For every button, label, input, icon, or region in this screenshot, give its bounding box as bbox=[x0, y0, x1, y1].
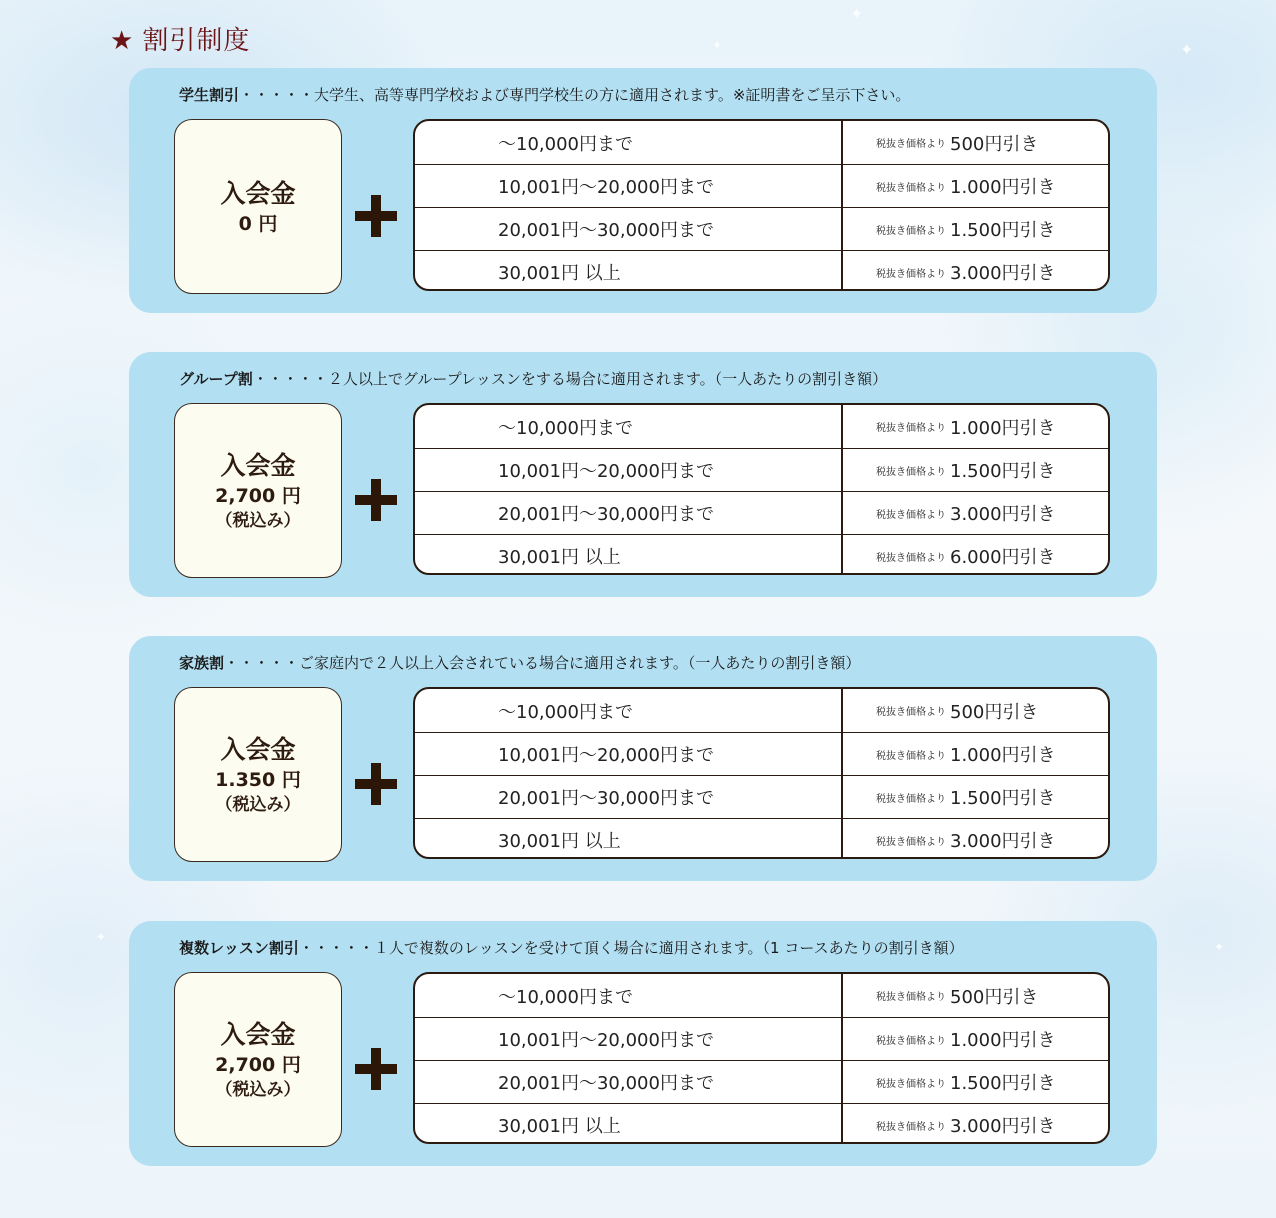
tier-discount-prefix: 税抜き価格より bbox=[876, 268, 946, 280]
tier-discount bbox=[843, 251, 1108, 291]
discount-tier-table bbox=[413, 687, 1110, 859]
tier-discount-prefix: 税抜き価格より bbox=[876, 182, 946, 194]
tier-discount-prefix: 税抜き価格より bbox=[876, 423, 946, 434]
tier-discount bbox=[843, 535, 1108, 575]
entry-fee-amount: 0 円 bbox=[238, 212, 278, 235]
sparkle-icon: ✦ bbox=[1214, 940, 1225, 954]
discount-panel-multi-lesson bbox=[129, 921, 1157, 1166]
tier-range: 〜10,000円まで bbox=[415, 405, 843, 448]
entry-fee-amount: 2,700 円 bbox=[215, 484, 301, 507]
tier-discount bbox=[843, 405, 1108, 448]
tier-discount-amount: 3.000円引き bbox=[950, 831, 1056, 852]
entry-fee-note: （税込み） bbox=[215, 510, 301, 531]
tier-range: 10,001円〜20,000円まで bbox=[415, 1018, 843, 1060]
tier-discount-prefix: 税抜き価格より bbox=[876, 1121, 946, 1133]
sparkle-icon: ✦ bbox=[712, 38, 723, 52]
tier-range: 30,001円 以上 bbox=[415, 535, 843, 575]
discount-tier-row bbox=[415, 448, 1108, 491]
tier-range: 20,001円〜30,000円まで bbox=[415, 776, 843, 818]
entry-fee-label: 入会金 bbox=[220, 734, 296, 764]
tier-discount bbox=[843, 733, 1108, 775]
entry-fee-note: （税込み） bbox=[215, 794, 301, 815]
tier-discount-prefix: 税抜き価格より bbox=[876, 793, 946, 805]
discount-description bbox=[179, 84, 910, 105]
tier-discount-amount: 1.000円引き bbox=[950, 745, 1056, 766]
discount-description-text: ・・・・・１人で複数のレッスンを受けて頂く場合に適用されます。（1 コースあたりの割引き額） bbox=[298, 939, 964, 957]
tier-discount bbox=[843, 449, 1108, 491]
tier-discount-amount: 1.000円引き bbox=[950, 1030, 1056, 1051]
entry-fee-box bbox=[174, 403, 342, 578]
tier-discount bbox=[843, 1061, 1108, 1103]
tier-range: 〜10,000円まで bbox=[415, 121, 843, 164]
discount-tier-table bbox=[413, 972, 1110, 1144]
tier-discount bbox=[843, 1018, 1108, 1060]
tier-discount bbox=[843, 121, 1108, 164]
discount-tier-row bbox=[415, 818, 1108, 859]
tier-discount-prefix: 税抜き価格より bbox=[876, 552, 946, 564]
discount-category: 家族割 bbox=[179, 654, 225, 672]
discount-description bbox=[179, 937, 964, 958]
entry-fee-box bbox=[174, 119, 342, 294]
tier-range: 30,001円 以上 bbox=[415, 819, 843, 859]
tier-discount-amount: 500円引き bbox=[950, 986, 1039, 1008]
plus-icon bbox=[355, 195, 397, 237]
entry-fee-box bbox=[174, 972, 342, 1147]
tier-range: 20,001円〜30,000円まで bbox=[415, 492, 843, 534]
discount-tier-row bbox=[415, 405, 1108, 448]
discount-tier-row bbox=[415, 534, 1108, 575]
discount-tier-row bbox=[415, 207, 1108, 250]
tier-range: 30,001円 以上 bbox=[415, 251, 843, 291]
discount-tier-row bbox=[415, 1060, 1108, 1103]
star-icon: ★ bbox=[110, 26, 135, 56]
entry-fee-label: 入会金 bbox=[220, 178, 296, 208]
page-title-text: 割引制度 bbox=[142, 26, 251, 56]
discount-panel-student bbox=[129, 68, 1157, 313]
tier-range: 10,001円〜20,000円まで bbox=[415, 449, 843, 491]
tier-discount-prefix: 税抜き価格より bbox=[876, 509, 946, 521]
discount-tier-row bbox=[415, 689, 1108, 732]
tier-discount bbox=[843, 689, 1108, 732]
tier-discount bbox=[843, 776, 1108, 818]
entry-fee-amount: 1.350 円 bbox=[215, 768, 301, 791]
tier-discount-amount: 1.000円引き bbox=[950, 417, 1056, 439]
plus-icon bbox=[355, 763, 397, 805]
tier-discount-prefix: 税抜き価格より bbox=[876, 466, 946, 478]
tier-range: 10,001円〜20,000円まで bbox=[415, 733, 843, 775]
discount-description bbox=[179, 368, 887, 389]
sparkle-icon: ✦ bbox=[850, 4, 864, 23]
discount-tier-row bbox=[415, 164, 1108, 207]
discount-tier-row bbox=[415, 1017, 1108, 1060]
tier-discount-amount: 6.000円引き bbox=[950, 547, 1056, 568]
tier-discount bbox=[843, 1104, 1108, 1144]
tier-range: 〜10,000円まで bbox=[415, 974, 843, 1017]
discount-panel-group bbox=[129, 352, 1157, 597]
tier-discount-amount: 1.500円引き bbox=[950, 220, 1056, 241]
discount-tier-row bbox=[415, 250, 1108, 291]
discount-tier-row bbox=[415, 121, 1108, 164]
tier-discount-amount: 3.000円引き bbox=[950, 1116, 1056, 1137]
discount-category: グループ割 bbox=[179, 370, 253, 388]
tier-range: 10,001円〜20,000円まで bbox=[415, 165, 843, 207]
discount-tier-row bbox=[415, 491, 1108, 534]
tier-discount-prefix: 税抜き価格より bbox=[876, 836, 946, 848]
discount-tier-row bbox=[415, 1103, 1108, 1144]
tier-discount-amount: 1.500円引き bbox=[950, 788, 1056, 809]
discount-category: 複数レッスン割引 bbox=[179, 939, 299, 957]
discount-panel-family bbox=[129, 636, 1157, 881]
discount-description-text: ・・・・・２人以上でグループレッスンをする場合に適用されます。（一人あたりの割引き額） bbox=[252, 370, 888, 388]
tier-discount-amount: 3.000円引き bbox=[950, 263, 1056, 284]
discount-tier-row bbox=[415, 775, 1108, 818]
tier-discount-prefix: 税抜き価格より bbox=[876, 707, 946, 718]
tier-discount-amount: 1.500円引き bbox=[950, 1073, 1056, 1094]
discount-description bbox=[179, 652, 860, 673]
plus-icon bbox=[355, 1048, 397, 1090]
discount-tier-table bbox=[413, 403, 1110, 575]
tier-discount-prefix: 税抜き価格より bbox=[876, 750, 946, 762]
entry-fee-label: 入会金 bbox=[220, 1019, 296, 1049]
sparkle-icon: ✦ bbox=[96, 930, 107, 944]
tier-range: 20,001円〜30,000円まで bbox=[415, 1061, 843, 1103]
tier-discount-prefix: 税抜き価格より bbox=[876, 225, 946, 237]
discount-description-text: ・・・・・ご家庭内で２人以上入会されている場合に適用されます。（一人あたりの割引き額） bbox=[224, 654, 861, 672]
tier-range: 〜10,000円まで bbox=[415, 689, 843, 732]
page-title bbox=[110, 20, 250, 57]
discount-category: 学生割引 bbox=[179, 86, 240, 104]
discount-tier-row bbox=[415, 732, 1108, 775]
plus-icon bbox=[355, 479, 397, 521]
discount-tier-table bbox=[413, 119, 1110, 291]
sparkle-icon: ✦ bbox=[1180, 40, 1194, 59]
discount-description-text: ・・・・・大学生、高等専門学校および専門学校生の方に適用されます。※証明書をご呈示下さい。 bbox=[239, 86, 911, 104]
tier-discount bbox=[843, 974, 1108, 1017]
tier-discount-amount: 500円引き bbox=[950, 133, 1039, 155]
tier-discount-prefix: 税抜き価格より bbox=[876, 992, 946, 1003]
tier-range: 20,001円〜30,000円まで bbox=[415, 208, 843, 250]
tier-discount-amount: 3.000円引き bbox=[950, 504, 1056, 525]
tier-discount-prefix: 税抜き価格より bbox=[876, 1035, 946, 1047]
entry-fee-label: 入会金 bbox=[220, 450, 296, 480]
tier-discount-amount: 1.500円引き bbox=[950, 461, 1056, 482]
entry-fee-box bbox=[174, 687, 342, 862]
discount-tier-row bbox=[415, 974, 1108, 1017]
tier-discount bbox=[843, 819, 1108, 859]
tier-discount-amount: 1.000円引き bbox=[950, 177, 1056, 198]
entry-fee-amount: 2,700 円 bbox=[215, 1053, 301, 1076]
tier-discount-prefix: 税抜き価格より bbox=[876, 1078, 946, 1090]
tier-discount bbox=[843, 208, 1108, 250]
tier-discount-prefix: 税抜き価格より bbox=[876, 139, 946, 150]
tier-discount bbox=[843, 165, 1108, 207]
tier-discount-amount: 500円引き bbox=[950, 701, 1039, 723]
entry-fee-note: （税込み） bbox=[215, 1079, 301, 1100]
tier-discount bbox=[843, 492, 1108, 534]
tier-range: 30,001円 以上 bbox=[415, 1104, 843, 1144]
